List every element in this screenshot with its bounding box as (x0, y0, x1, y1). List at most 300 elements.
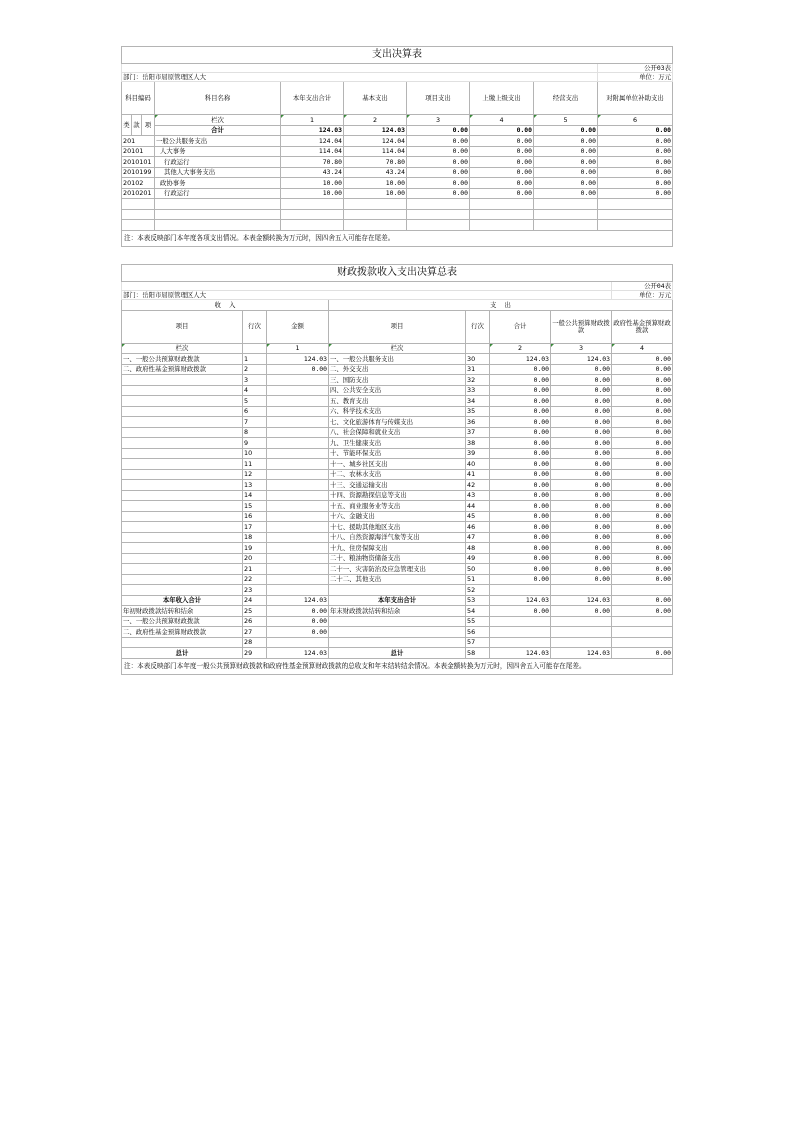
summary-rows (122, 354, 673, 659)
subject-name: 行政运行 (155, 188, 281, 199)
expense-fund-budget: 0.00 (612, 574, 673, 585)
header-lei: 类 (122, 115, 132, 136)
total-value: 124.03 (281, 125, 344, 136)
income-amount (267, 438, 329, 449)
subject-code: 2010201 (122, 188, 155, 199)
income-amount (267, 532, 329, 543)
expense-item: 十八、自然资源海洋气象等支出 (329, 532, 466, 543)
expense-item: 十六、金融支出 (329, 511, 466, 522)
table-row (122, 616, 673, 627)
amount-cell: 0.00 (470, 136, 534, 147)
expense-total: 0.00 (490, 459, 551, 470)
amount-cell: 124.04 (281, 136, 344, 147)
income-item (122, 469, 243, 480)
expense-item: 十七、援助其他地区支出 (329, 522, 466, 533)
income-amount (267, 585, 329, 596)
header-expense-total: 合计 (490, 310, 551, 343)
expense-row-number: 49 (466, 553, 490, 564)
amount-cell: 0.00 (407, 178, 470, 189)
amount-cell: 0.00 (534, 146, 598, 157)
table-code: 公开04表 (612, 282, 673, 291)
expense-item: 二十二、其他支出 (329, 574, 466, 585)
total-value: 0.00 (534, 125, 598, 136)
expense-item: 六、科学技术支出 (329, 406, 466, 417)
expense-total: 0.00 (490, 364, 551, 375)
subject-code: 20102 (122, 178, 155, 189)
fiscal-summary-table (121, 264, 673, 675)
income-amount (267, 543, 329, 554)
expense-row-number: 35 (466, 406, 490, 417)
amount-cell: 0.00 (598, 157, 673, 168)
table-note: 注：本表反映部门本年度各项支出情况。本表金额转换为万元时，因四舍五入可能存在尾差。 (122, 230, 673, 247)
income-row-number: 10 (243, 448, 267, 459)
income-amount (267, 459, 329, 470)
amount-cell: 0.00 (470, 146, 534, 157)
table-row (122, 511, 673, 522)
expenditure-rows (122, 136, 673, 199)
table-row (122, 448, 673, 459)
subject-name: 人大事务 (155, 146, 281, 157)
income-section-label: 收 入 (122, 300, 329, 311)
header-xiang: 项 (142, 115, 155, 136)
expense-item: 十四、资源勘探信息等支出 (329, 490, 466, 501)
income-row-number: 19 (243, 543, 267, 554)
amount-cell: 114.04 (344, 146, 407, 157)
table-title: 支出决算表 (122, 47, 673, 64)
expense-item: 十五、商业服务业等支出 (329, 501, 466, 512)
expense-row-number: 55 (466, 616, 490, 627)
income-item (122, 522, 243, 533)
income-amount: 124.03 (267, 648, 329, 659)
expense-general-budget: 0.00 (551, 427, 612, 438)
expense-row-number: 42 (466, 480, 490, 491)
income-row-number: 21 (243, 564, 267, 575)
expense-fund-budget: 0.00 (612, 375, 673, 386)
amount-cell: 0.00 (470, 167, 534, 178)
expense-row-number: 40 (466, 459, 490, 470)
header-expense-item: 项目 (329, 310, 466, 343)
expense-total (490, 627, 551, 638)
amount-cell: 10.00 (281, 178, 344, 189)
expense-total: 124.03 (490, 595, 551, 606)
expense-total: 0.00 (490, 522, 551, 533)
expense-row-number: 50 (466, 564, 490, 575)
income-row-number: 24 (243, 595, 267, 606)
subject-name: 其他人大事务支出 (155, 167, 281, 178)
income-item (122, 385, 243, 396)
income-amount: 0.00 (267, 606, 329, 617)
department-label: 部门：岳阳市屈原管理区人大 (122, 291, 612, 300)
column-number: 1 (267, 343, 329, 354)
expense-item (329, 637, 466, 648)
expense-total: 0.00 (490, 385, 551, 396)
column-index-label: 栏次 (329, 343, 466, 354)
expense-item: 三、国防支出 (329, 375, 466, 386)
amount-cell: 10.00 (281, 188, 344, 199)
unit-label: 单位：万元 (612, 291, 673, 300)
expense-general-budget: 0.00 (551, 406, 612, 417)
table-row (122, 480, 673, 491)
expense-fund-budget: 0.00 (612, 459, 673, 470)
amount-cell: 0.00 (470, 188, 534, 199)
expense-fund-budget: 0.00 (612, 406, 673, 417)
expense-row-number: 48 (466, 543, 490, 554)
income-amount (267, 480, 329, 491)
income-amount (267, 427, 329, 438)
income-row-number: 28 (243, 637, 267, 648)
income-item: 二、政府性基金预算财政拨款 (122, 627, 243, 638)
amount-cell: 0.00 (534, 167, 598, 178)
expense-total: 0.00 (490, 448, 551, 459)
table-row (122, 417, 673, 428)
income-amount (267, 553, 329, 564)
amount-cell: 0.00 (534, 188, 598, 199)
expense-item: 十一、城乡社区支出 (329, 459, 466, 470)
expense-row-number: 54 (466, 606, 490, 617)
column-number: 2 (344, 115, 407, 126)
table-row (122, 490, 673, 501)
expense-general-budget: 0.00 (551, 469, 612, 480)
expense-general-budget: 0.00 (551, 438, 612, 449)
expense-general-budget: 0.00 (551, 606, 612, 617)
income-item (122, 532, 243, 543)
expense-fund-budget: 0.00 (612, 448, 673, 459)
column-index-label: 栏次 (155, 115, 281, 126)
expense-item (329, 627, 466, 638)
income-row-number: 25 (243, 606, 267, 617)
expense-row-number: 44 (466, 501, 490, 512)
income-row-number: 26 (243, 616, 267, 627)
income-amount (267, 501, 329, 512)
amount-cell: 0.00 (470, 157, 534, 168)
expense-total: 0.00 (490, 564, 551, 575)
table-row (122, 375, 673, 386)
expense-total: 0.00 (490, 375, 551, 386)
header-income-item: 项目 (122, 310, 243, 343)
expense-fund-budget: 0.00 (612, 543, 673, 554)
expense-row-number: 43 (466, 490, 490, 501)
column-number: 3 (551, 343, 612, 354)
expense-row-number: 34 (466, 396, 490, 407)
amount-cell: 0.00 (407, 167, 470, 178)
expense-fund-budget (612, 637, 673, 648)
expense-general-budget: 0.00 (551, 564, 612, 575)
expense-total: 0.00 (490, 553, 551, 564)
table-row (122, 648, 673, 659)
table-row (122, 146, 673, 157)
expense-fund-budget: 0.00 (612, 648, 673, 659)
expense-row-number: 46 (466, 522, 490, 533)
income-item (122, 459, 243, 470)
expense-row-number: 56 (466, 627, 490, 638)
subject-name: 行政运行 (155, 157, 281, 168)
column-number: 2 (490, 343, 551, 354)
total-value: 0.00 (470, 125, 534, 136)
expense-total: 0.00 (490, 501, 551, 512)
table-row (122, 564, 673, 575)
amount-cell: 0.00 (407, 157, 470, 168)
income-amount: 124.03 (267, 595, 329, 606)
expense-row-number: 53 (466, 595, 490, 606)
income-row-number: 15 (243, 501, 267, 512)
expense-total: 0.00 (490, 543, 551, 554)
income-row-number: 8 (243, 427, 267, 438)
table-title: 财政拨款收入支出决算总表 (122, 265, 673, 282)
amount-cell: 10.00 (344, 178, 407, 189)
expense-item: 二、外交支出 (329, 364, 466, 375)
header-subject-code: 科目编码 (122, 82, 155, 115)
income-amount (267, 375, 329, 386)
expense-general-budget: 0.00 (551, 396, 612, 407)
income-amount (267, 490, 329, 501)
expense-general-budget: 124.03 (551, 595, 612, 606)
expense-total: 0.00 (490, 427, 551, 438)
expense-total: 0.00 (490, 606, 551, 617)
expense-total (490, 637, 551, 648)
header-project-expenditure: 项目支出 (407, 82, 470, 115)
header-remit-superior: 上缴上级支出 (470, 82, 534, 115)
income-item: 一、一般公共预算财政拨款 (122, 354, 243, 365)
column-number: 3 (407, 115, 470, 126)
income-item (122, 637, 243, 648)
table-row (122, 585, 673, 596)
expense-item: 二十、粮油物资储备支出 (329, 553, 466, 564)
expense-row-number: 31 (466, 364, 490, 375)
expense-fund-budget: 0.00 (612, 469, 673, 480)
amount-cell: 124.04 (344, 136, 407, 147)
income-item (122, 406, 243, 417)
expense-row-number: 51 (466, 574, 490, 585)
table-code: 公开03表 (598, 64, 673, 73)
expense-item: 总计 (329, 648, 466, 659)
table-row (122, 167, 673, 178)
income-row-number: 4 (243, 385, 267, 396)
amount-cell: 0.00 (470, 178, 534, 189)
income-item (122, 375, 243, 386)
expense-row-number: 32 (466, 375, 490, 386)
amount-cell: 0.00 (598, 146, 673, 157)
income-row-number: 7 (243, 417, 267, 428)
expense-total: 0.00 (490, 417, 551, 428)
amount-cell: 70.80 (344, 157, 407, 168)
header-basic-expenditure: 基本支出 (344, 82, 407, 115)
table-row (122, 522, 673, 533)
expense-item: 五、教育支出 (329, 396, 466, 407)
expense-item: 十二、农林水支出 (329, 469, 466, 480)
amount-cell: 0.00 (598, 136, 673, 147)
expense-general-budget (551, 637, 612, 648)
table-row (122, 553, 673, 564)
income-row-number: 18 (243, 532, 267, 543)
income-item (122, 396, 243, 407)
table-row (122, 532, 673, 543)
expense-row-number: 47 (466, 532, 490, 543)
expense-row-number: 38 (466, 438, 490, 449)
expense-total (490, 616, 551, 627)
department-label: 部门：岳阳市屈原管理区人大 (122, 73, 598, 82)
expense-fund-budget: 0.00 (612, 522, 673, 533)
expense-general-budget: 0.00 (551, 459, 612, 470)
header-general-budget: 一般公共预算财政拨款 (551, 310, 612, 343)
income-item: 一、一般公共预算财政拨款 (122, 616, 243, 627)
amount-cell: 0.00 (534, 136, 598, 147)
subject-name: 一般公共服务支出 (155, 136, 281, 147)
expense-total: 0.00 (490, 511, 551, 522)
expense-fund-budget: 0.00 (612, 606, 673, 617)
income-item: 年初财政拨款结转和结余 (122, 606, 243, 617)
income-amount (267, 574, 329, 585)
amount-cell: 0.00 (598, 188, 673, 199)
header-income-row: 行次 (243, 310, 267, 343)
income-amount: 0.00 (267, 364, 329, 375)
amount-cell: 0.00 (598, 178, 673, 189)
column-number: 5 (534, 115, 598, 126)
expense-total: 0.00 (490, 532, 551, 543)
expense-total: 0.00 (490, 469, 551, 480)
expense-item: 七、文化旅游体育与传媒支出 (329, 417, 466, 428)
expense-general-budget: 0.00 (551, 385, 612, 396)
income-amount (267, 396, 329, 407)
expense-general-budget: 124.03 (551, 648, 612, 659)
subject-name: 政协事务 (155, 178, 281, 189)
subject-code: 2010101 (122, 157, 155, 168)
income-row-number: 22 (243, 574, 267, 585)
income-row-number: 17 (243, 522, 267, 533)
income-item (122, 438, 243, 449)
expense-fund-budget: 0.00 (612, 385, 673, 396)
expense-row-number: 52 (466, 585, 490, 596)
income-row-number: 20 (243, 553, 267, 564)
expense-fund-budget: 0.00 (612, 417, 673, 428)
header-subject-name: 科目名称 (155, 82, 281, 115)
table-row (122, 427, 673, 438)
income-row-number: 6 (243, 406, 267, 417)
total-value: 0.00 (598, 125, 673, 136)
income-item (122, 564, 243, 575)
income-row-number: 23 (243, 585, 267, 596)
income-row-number: 14 (243, 490, 267, 501)
column-number: 6 (598, 115, 673, 126)
expense-total (490, 585, 551, 596)
expense-general-budget: 0.00 (551, 543, 612, 554)
expense-fund-budget: 0.00 (612, 511, 673, 522)
table-row (122, 178, 673, 189)
amount-cell: 0.00 (407, 146, 470, 157)
expense-item: 十三、交通运输支出 (329, 480, 466, 491)
income-row-number: 5 (243, 396, 267, 407)
expense-general-budget: 0.00 (551, 448, 612, 459)
income-row-number: 3 (243, 375, 267, 386)
income-row-number: 13 (243, 480, 267, 491)
income-amount (267, 511, 329, 522)
expense-fund-budget: 0.00 (612, 438, 673, 449)
expense-row-number: 57 (466, 637, 490, 648)
expense-row-number: 41 (466, 469, 490, 480)
income-amount: 124.03 (267, 354, 329, 365)
expense-total: 124.03 (490, 648, 551, 659)
column-number: 4 (470, 115, 534, 126)
table-row (122, 188, 673, 199)
income-item (122, 553, 243, 564)
table-row (122, 469, 673, 480)
expense-row-number: 36 (466, 417, 490, 428)
expense-fund-budget: 0.00 (612, 553, 673, 564)
column-index-label: 栏次 (122, 343, 243, 354)
income-item (122, 490, 243, 501)
amount-cell: 70.80 (281, 157, 344, 168)
column-number: 1 (281, 115, 344, 126)
amount-cell: 43.24 (344, 167, 407, 178)
expense-fund-budget: 0.00 (612, 564, 673, 575)
table-row (122, 543, 673, 554)
subject-code: 2010199 (122, 167, 155, 178)
income-amount (267, 469, 329, 480)
expense-row-number: 39 (466, 448, 490, 459)
expense-row-number: 37 (466, 427, 490, 438)
expense-row-number: 45 (466, 511, 490, 522)
table-row (122, 501, 673, 512)
table-row (122, 637, 673, 648)
table-row (122, 364, 673, 375)
expense-fund-budget: 0.00 (612, 595, 673, 606)
table-note: 注：本表反映部门本年度一般公共预算财政拨款和政府性基金预算财政拨款的总收支和年末结转结余情况。本表金额转换为万元时，因四舍五入可能存在尾差。 (122, 658, 673, 675)
amount-cell: 0.00 (534, 157, 598, 168)
expense-total: 0.00 (490, 490, 551, 501)
income-amount: 0.00 (267, 616, 329, 627)
expense-item: 年末财政拨款结转和结余 (329, 606, 466, 617)
income-item (122, 574, 243, 585)
income-row-number: 11 (243, 459, 267, 470)
amount-cell: 0.00 (407, 136, 470, 147)
expense-general-budget (551, 616, 612, 627)
expense-item: 本年支出合计 (329, 595, 466, 606)
expense-general-budget (551, 585, 612, 596)
table-row (122, 606, 673, 617)
expense-general-budget: 0.00 (551, 417, 612, 428)
expense-row-number: 33 (466, 385, 490, 396)
unit-label: 单位：万元 (598, 73, 673, 82)
amount-cell: 0.00 (534, 178, 598, 189)
income-item (122, 585, 243, 596)
expense-fund-budget: 0.00 (612, 364, 673, 375)
expense-total: 0.00 (490, 574, 551, 585)
expense-general-budget: 0.00 (551, 501, 612, 512)
subject-code: 201 (122, 136, 155, 147)
table-row (122, 459, 673, 470)
expenditure-final-accounts-sheet (121, 46, 672, 247)
amount-cell: 43.24 (281, 167, 344, 178)
expense-general-budget: 0.00 (551, 364, 612, 375)
expense-fund-budget: 0.00 (612, 532, 673, 543)
income-item (122, 543, 243, 554)
income-row-number: 27 (243, 627, 267, 638)
header-fund-budget: 政府性基金预算财政拨款 (612, 310, 673, 343)
income-item (122, 427, 243, 438)
income-item (122, 480, 243, 491)
expense-general-budget: 0.00 (551, 574, 612, 585)
income-row-number: 12 (243, 469, 267, 480)
table-row (122, 595, 673, 606)
income-item (122, 448, 243, 459)
amount-cell: 114.04 (281, 146, 344, 157)
income-amount (267, 385, 329, 396)
income-row-number: 16 (243, 511, 267, 522)
income-item (122, 417, 243, 428)
header-subsidy-affiliates: 对附属单位补助支出 (598, 82, 673, 115)
expense-item (329, 616, 466, 627)
income-row-number: 9 (243, 438, 267, 449)
income-item (122, 511, 243, 522)
